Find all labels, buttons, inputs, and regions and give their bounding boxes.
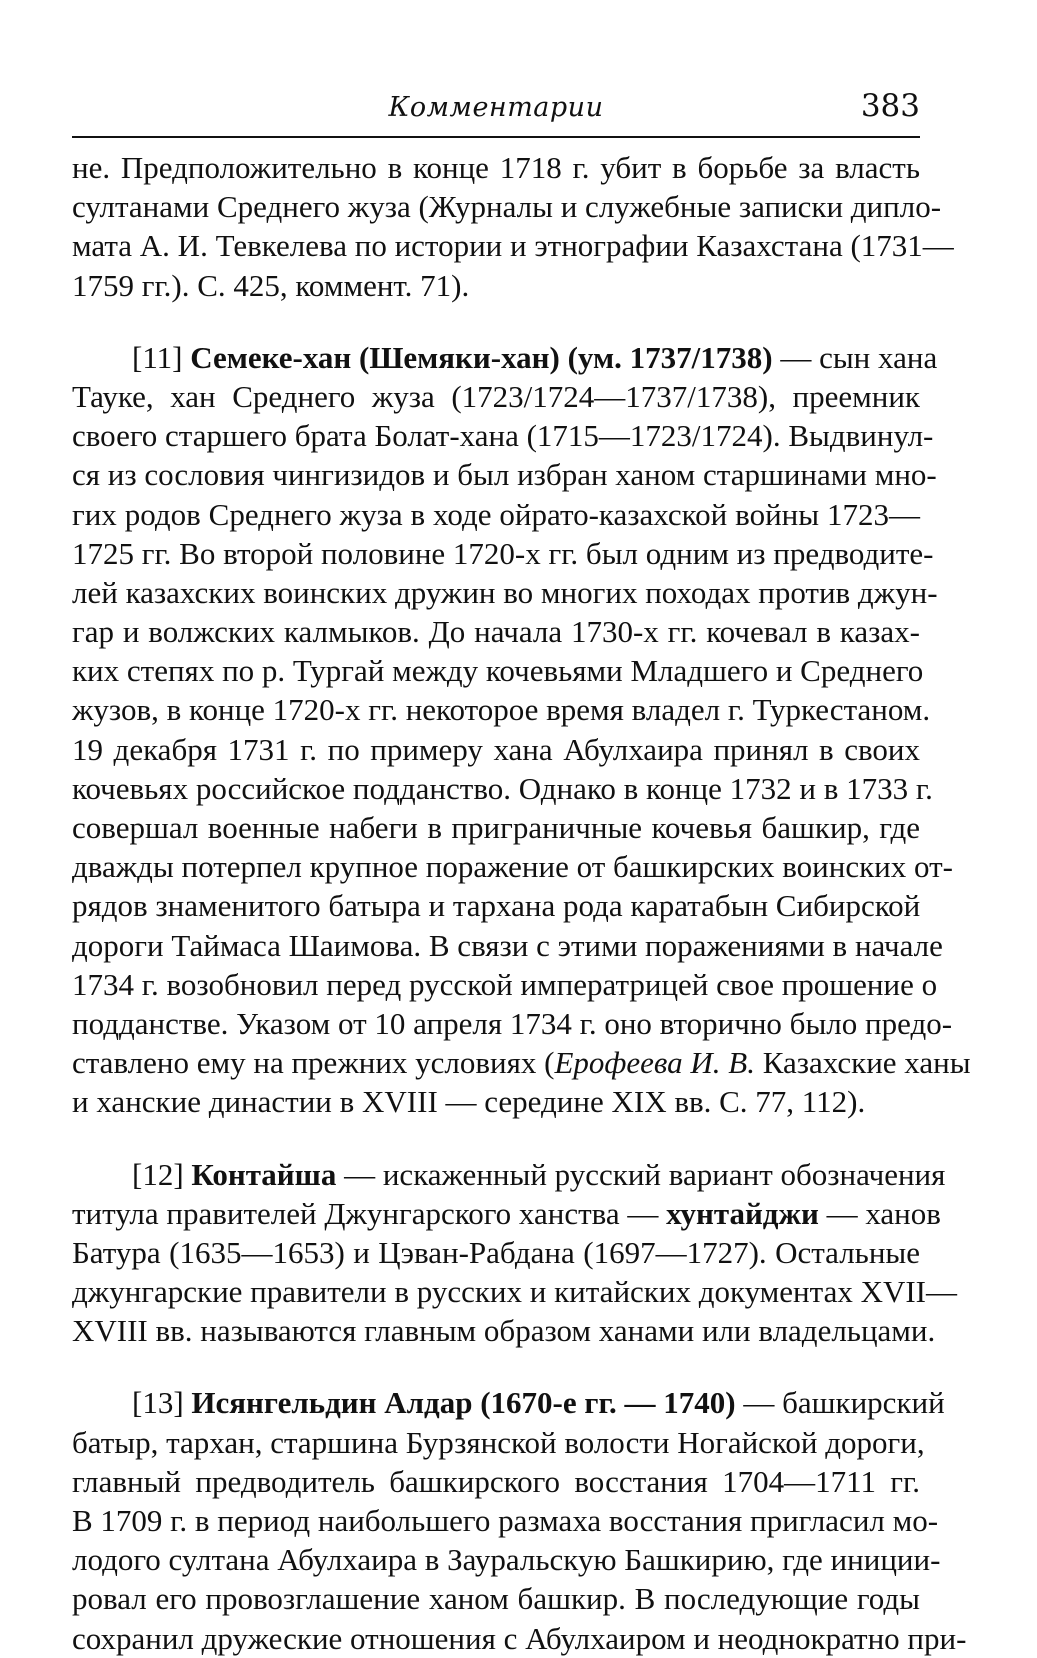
comment-first-line <box>72 1383 945 1422</box>
text-line: кочевьях российское подданство. Однако в конце 1732 и в 1733 г. <box>72 770 933 806</box>
text-line-with-term <box>72 1194 941 1233</box>
text-line: лодого султана Абулхаира в Зауральскую Башкирию, где иниции- <box>72 1542 941 1578</box>
text-line: гих родов Среднего жуза в ходе ойрато-казахской войны 1723— <box>72 496 920 532</box>
text-line: 1725 гг. Во второй половине 1720-х гг. был одним из предводите- <box>72 535 934 571</box>
paragraph-continuation <box>72 148 954 305</box>
text-segment: Казахские ханы <box>754 1045 971 1081</box>
page-number: 383 <box>860 88 920 124</box>
running-title: Комментарии <box>388 92 604 123</box>
comment-term: Семеке-хан (Шемяки-хан) (ум. 1737/1738) <box>190 339 773 375</box>
citation-author: Ерофеева И. В. <box>554 1045 755 1081</box>
text-line: В 1709 г. в период наибольшего размаха восстания пригласил мо- <box>72 1503 939 1538</box>
text-line: 19 декабря 1731 г. по примеру хана Абулхаира принял в своих <box>72 731 920 767</box>
text-line: джунгарские правители в русских и китайских документах XVII— <box>72 1274 957 1310</box>
comment-first-line <box>72 1155 946 1194</box>
text-line: ровал его провозглашение ханом башкир. В последующие годы <box>72 1581 920 1617</box>
comment-term: Контайша <box>191 1156 337 1192</box>
text-line: дважды потерпел крупное поражение от башкирских воинских от- <box>72 849 953 885</box>
text-line: главный предводитель башкирского восстания 1704—1711 гг. <box>72 1463 920 1499</box>
comment-text: — башкирский <box>735 1385 945 1421</box>
text-line: дороги Таймаса Шаимова. В связи с этими поражениями в начале <box>72 927 943 963</box>
text-line: и ханские династии в XVIII — середине XIX вв. С. 77, 112). <box>72 1084 866 1120</box>
comment-12 <box>72 1155 957 1351</box>
text-segment: — ханов <box>818 1195 941 1231</box>
text-line: рядов знаменитого батыра и тархана рода каратабын Сибирской <box>72 888 921 924</box>
comment-number: [13] <box>132 1385 184 1421</box>
text-segment: ставлено ему на прежних условиях ( <box>72 1045 555 1081</box>
page <box>72 84 971 1658</box>
text-line: XVIII вв. называются главным образом ханами или владельцами. <box>72 1313 936 1349</box>
text-line-with-citation <box>72 1043 971 1082</box>
text-line: подданстве. Указом от 10 апреля 1734 г. оно вторично было предо- <box>72 1005 953 1041</box>
text-line: 1734 г. возобновил перед русской императрицей свое прошение о <box>72 966 938 1002</box>
text-line: ких степях по р. Тургай между кочевьями Младшего и Среднего <box>72 653 924 689</box>
text-line: совершал военные набеги в приграничные кочевья башкир, где <box>72 810 920 845</box>
text-line: лей казахских воинских дружин во многих походах против джун- <box>72 574 938 610</box>
text-line: гар и волжских калмыков. До начала 1730-х гг. кочевал в казах- <box>72 614 920 650</box>
text-line: мата А. И. Тевкелева по истории и этнографии Казахстана (1731— <box>72 228 954 264</box>
text-line: своего старшего брата Болат-хана (1715—1723/1724). Выдвинул- <box>72 418 934 454</box>
text-line: не. Предположительно в конце 1718 г. убит в борьбе за власть <box>72 150 920 185</box>
text-line: султанами Среднего жуза (Журналы и служебные записки дипло- <box>72 189 942 225</box>
comment-term: Исянгельдин Алдар (1670-е гг. — 1740) <box>191 1385 736 1421</box>
text-line: 1759 гг.). С. 425, коммент. 71). <box>72 267 470 303</box>
text-line: ся из сословия чингизидов и был избран ханом старшинами мно- <box>72 457 937 493</box>
running-head <box>72 84 920 138</box>
text-line: жузов, в конце 1720-х гг. некоторое время владел г. Туркестаном. <box>72 692 931 728</box>
comment-number: [11] <box>132 339 183 375</box>
body-text <box>72 148 971 1658</box>
comment-text: — сын хана <box>772 339 938 375</box>
text-line: батыр, тархан, старшина Бурзянской волости Ногайской дороги, <box>72 1424 925 1460</box>
comment-text: — искаженный русский вариант обозначения <box>336 1156 946 1192</box>
text-segment: титула правителей Джунгарского ханства — <box>72 1195 667 1231</box>
comment-11 <box>72 338 971 1122</box>
comment-13 <box>72 1383 967 1657</box>
text-line: Батура (1635—1653) и Цэван-Рабдана (1697—1727). Остальные <box>72 1234 920 1270</box>
comment-first-line <box>72 338 938 377</box>
comment-term: хунтайджи <box>666 1195 819 1231</box>
text-line: Тауке, хан Среднего жуза (1723/1724—1737/1738), преемник <box>72 378 920 414</box>
comment-number: [12] <box>132 1156 184 1192</box>
text-line: сохранил дружеские отношения с Абулхаиром и неоднократно при- <box>72 1620 967 1656</box>
